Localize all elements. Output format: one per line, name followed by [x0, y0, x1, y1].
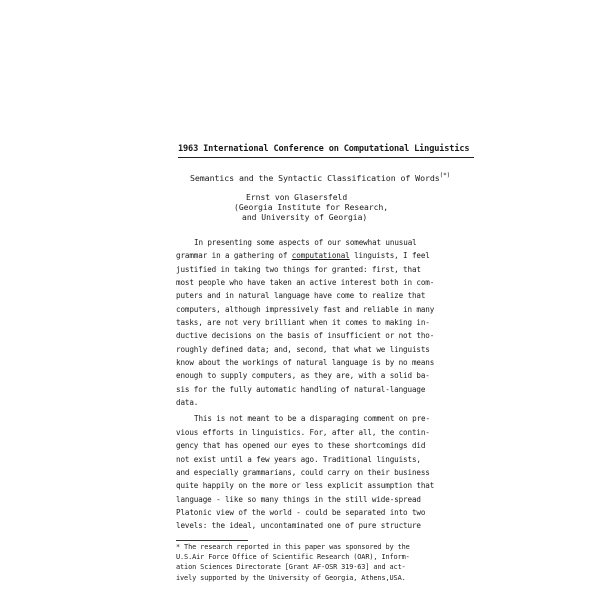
body-line: vious efforts in linguistics. For, after all, the contin-	[176, 427, 430, 437]
body-line: tasks, are not very brilliant when it comes to making in-	[176, 318, 430, 328]
footnote-marker: (*)	[439, 172, 451, 179]
body-line: language - like so many things in the still wide-spread	[176, 494, 421, 504]
body-text	[176, 236, 478, 533]
body-line: This is not meant to be a disparaging comment on pre-	[194, 414, 430, 424]
body-line: Platonic view of the world - could be separated into two	[176, 507, 426, 517]
footnote-line: ation Sciences Directorate [Grant AF-OSR 319-63] and act-	[176, 563, 406, 572]
body-line: ductive decisions on the basis of insufficient or not tho-	[176, 331, 435, 341]
body-line: enough to supply computers, as they are, with a solid ba-	[176, 371, 430, 381]
emphasized-word: computational	[291, 251, 350, 261]
author-block	[230, 193, 388, 223]
footnote-line: ively supported by the University of Georgia, Athens,USA.	[176, 573, 406, 582]
body-line: puters and in natural language have come to realize that	[176, 291, 426, 301]
footnote-line: U.S.Air Force Office of Scientific Research (OAR), Inform-	[176, 553, 410, 562]
paper-title	[190, 172, 450, 183]
body-line-segment: linguists, I feel	[349, 251, 430, 261]
author-affiliation-2: and University of Georgia)	[242, 213, 368, 222]
body-line: and especially grammarians, could carry on their business	[176, 467, 430, 477]
author-affiliation-1: (Georgia Institute for Research,	[234, 203, 389, 212]
paper-title-text: Semantics and the Syntactic Classification of Words	[190, 173, 440, 183]
body-line: levels: the ideal, uncontaminated one of pure structure	[176, 521, 421, 531]
body-line: most people who have taken an active interest both in com-	[176, 278, 435, 288]
body-line: know about the workings of natural language is by no means	[176, 358, 435, 368]
body-line: data.	[176, 398, 199, 408]
body-line: sis for the fully automatic handling of natural-language	[176, 384, 426, 394]
body-line: quite happily on the more or less explicit assumption that	[176, 481, 435, 491]
body-line: gency that has opened our eyes to these shortcomings did	[176, 441, 426, 451]
footnote-rule	[176, 540, 248, 541]
body-line: computers, although impressively fast and reliable in many	[176, 304, 435, 314]
header-rule	[178, 157, 474, 158]
footnote-line: * The research reported in this paper was sponsored by the	[176, 543, 410, 551]
body-line-segment: grammar in a gathering of	[176, 251, 292, 261]
running-header: 1963 International Conference on Computational Linguistics	[178, 144, 470, 154]
body-line: justified in taking two things for granted: first, that	[176, 264, 421, 274]
body-line	[176, 249, 478, 262]
body-line: In presenting some aspects of our somewhat unusual	[194, 238, 417, 247]
body-line: roughly defined data; and, second, that what we linguists	[176, 344, 430, 354]
footnote	[176, 542, 478, 583]
author-name: Ernst von Glasersfeld	[246, 193, 348, 202]
body-line: not exist until a few years ago. Traditional linguists,	[176, 454, 421, 464]
